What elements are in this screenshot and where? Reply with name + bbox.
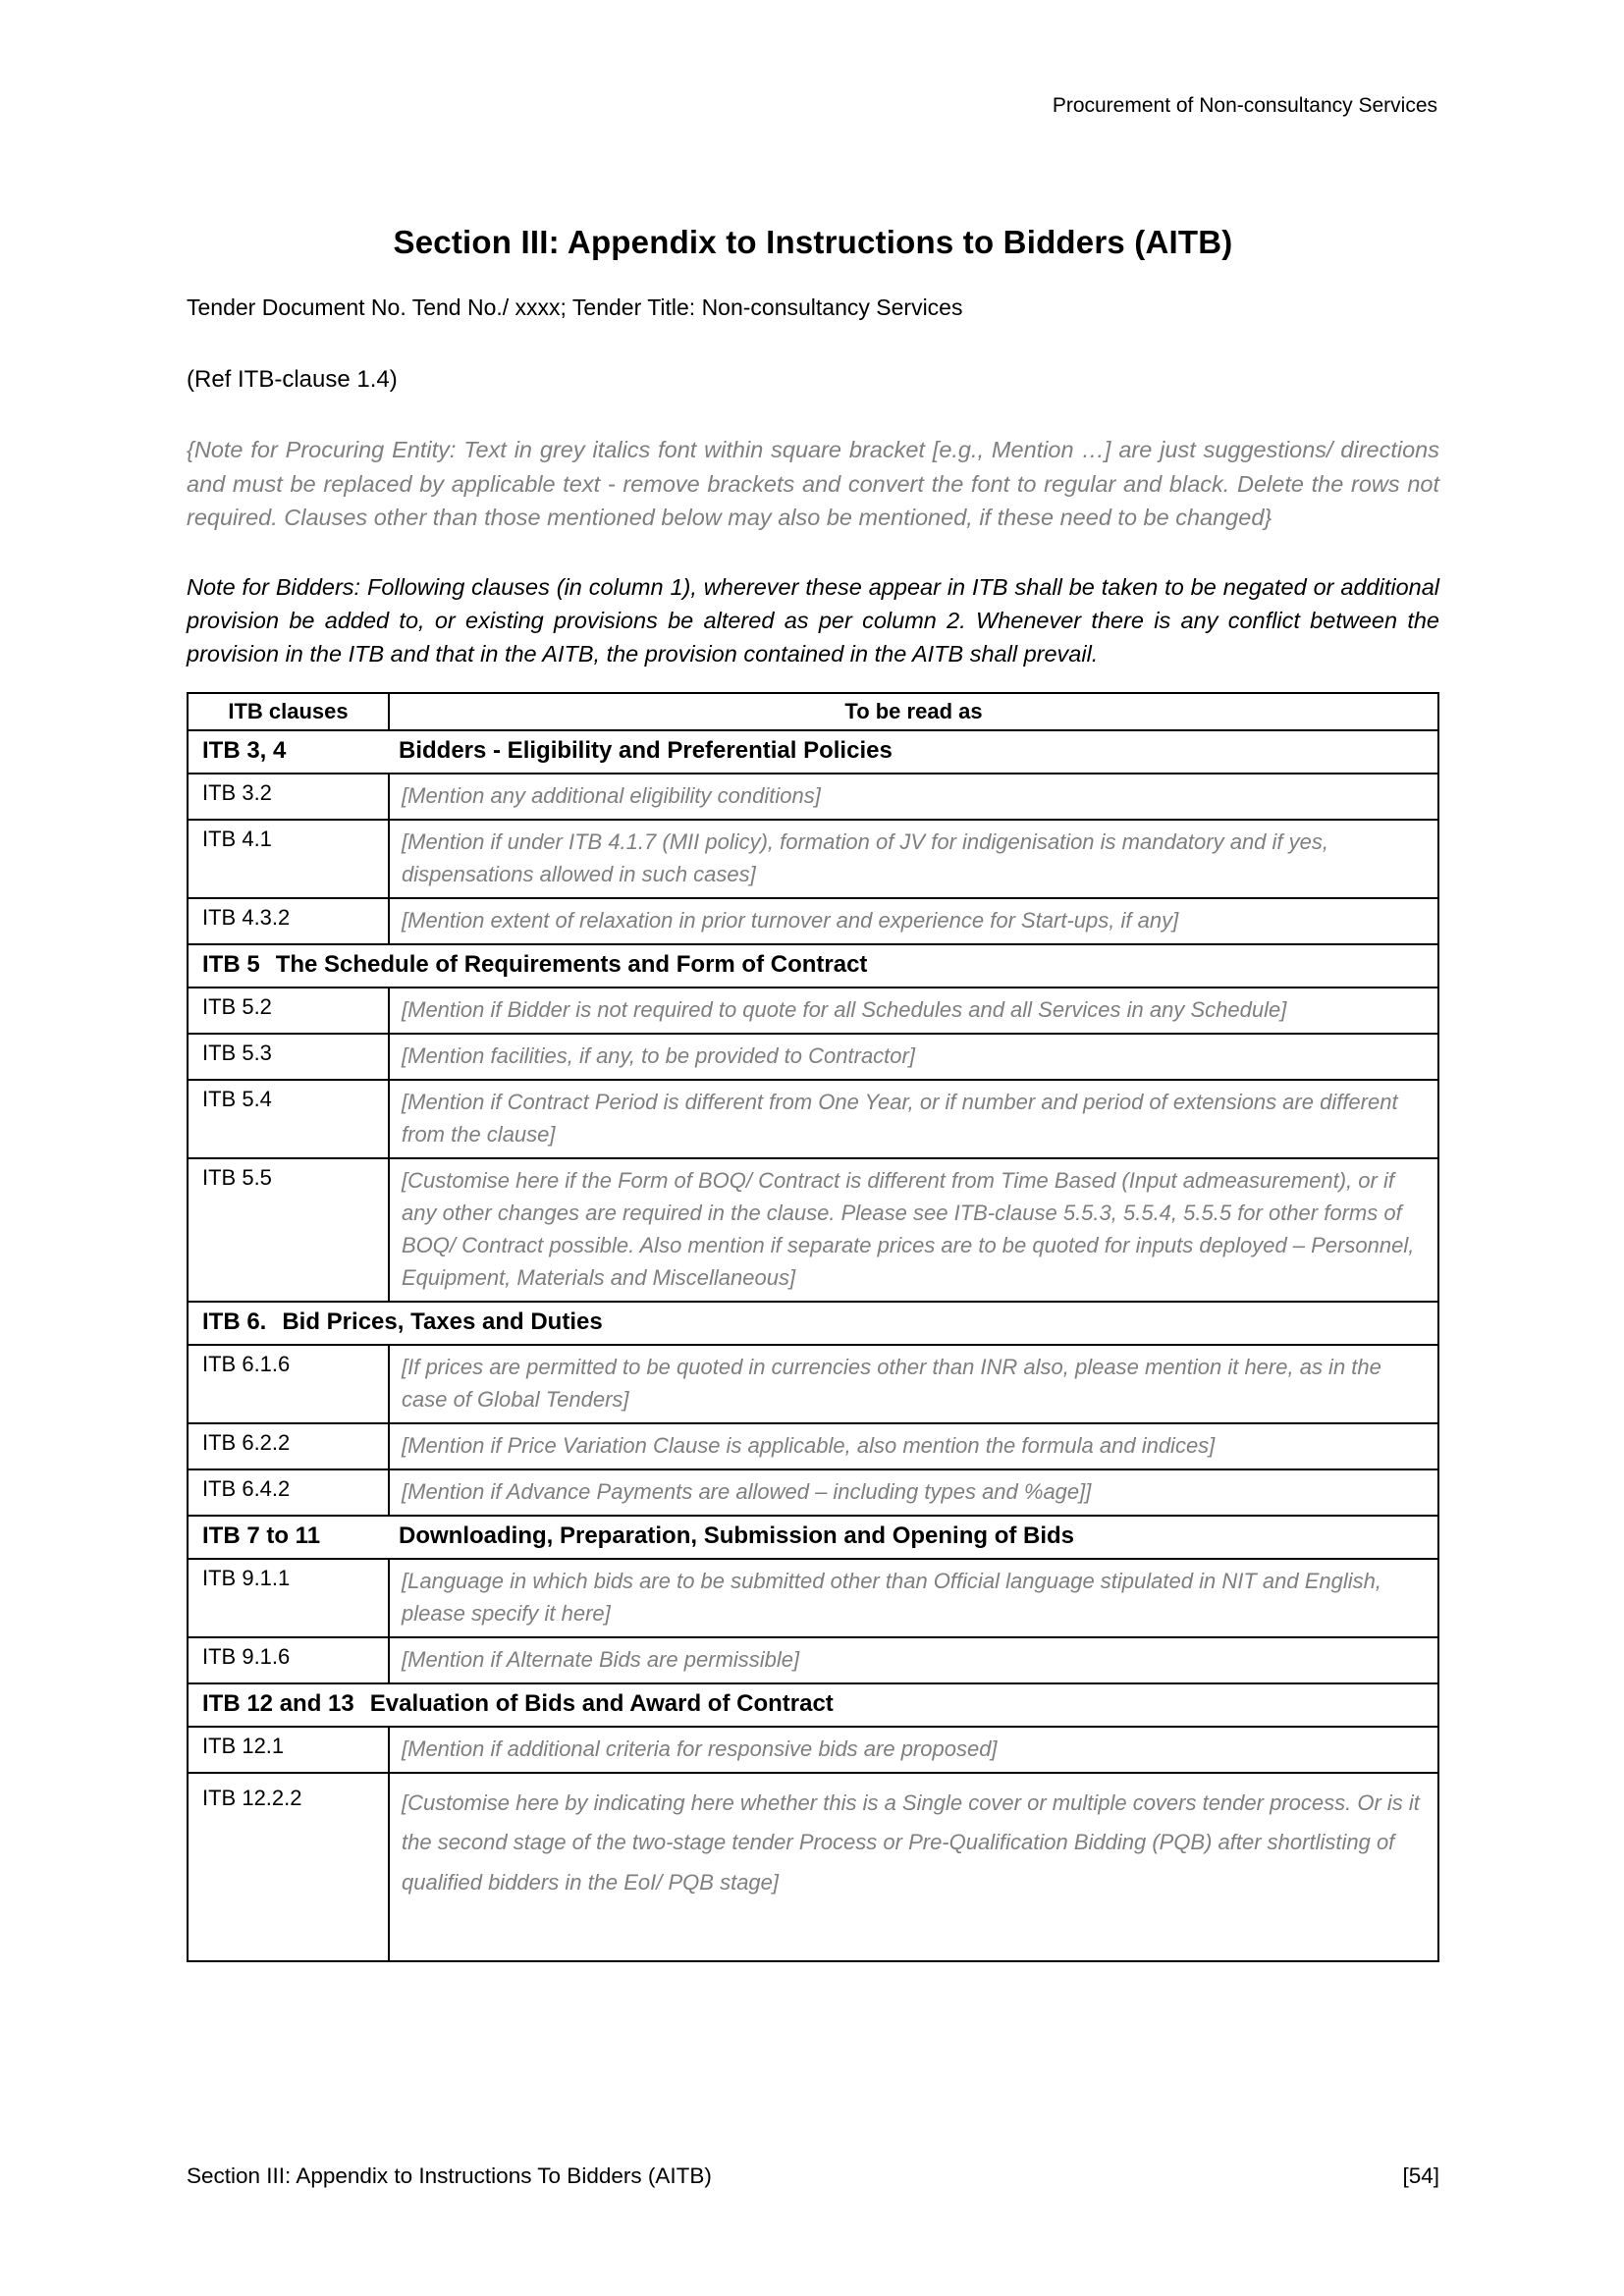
section-row xyxy=(188,730,1438,774)
table-row xyxy=(188,988,1438,1034)
section-cell xyxy=(188,1302,1438,1345)
section-title: Downloading, Preparation, Submission and Opening of Bids xyxy=(399,1522,1075,1549)
table-row xyxy=(188,898,1438,944)
section-row xyxy=(188,1683,1438,1727)
section-cell xyxy=(188,1516,1438,1559)
section-clause-label: ITB 3, 4 xyxy=(202,736,287,764)
placeholder-text-cell: [Mention if Advance Payments are allowed – including types and %age]] xyxy=(389,1469,1438,1516)
section-cell xyxy=(188,1683,1438,1727)
section-clause-label: ITB 6. xyxy=(202,1308,267,1335)
placeholder-text-cell: [Mention if Bidder is not required to quote for all Schedules and all Services in any Schedule] xyxy=(389,988,1438,1034)
clause-cell: ITB 4.1 xyxy=(188,820,389,898)
placeholder-text-cell: [Customise here if the Form of BOQ/ Contract is different from Time Based (Input admeasurement), or if any other changes are required in the clause. Please see ITB-clause 5.5.3, 5.5.4, 5.5.5 for other forms of BOQ/ Contract possible. Also mention if separate prices are to be quoted for inputs deployed – Personnel, Equipment, Materials and Miscellaneous] xyxy=(389,1158,1438,1302)
table-row xyxy=(188,1559,1438,1637)
table-row xyxy=(188,1034,1438,1080)
section-clause-label: ITB 12 and 13 xyxy=(202,1689,354,1717)
clause-cell: ITB 5.3 xyxy=(188,1034,389,1080)
section-clause-label: ITB 5 xyxy=(202,950,260,978)
table-row xyxy=(188,1080,1438,1158)
clause-cell: ITB 5.2 xyxy=(188,988,389,1034)
table-row xyxy=(188,774,1438,820)
section-row xyxy=(188,1516,1438,1559)
section-cell xyxy=(188,944,1438,988)
clause-cell: ITB 6.1.6 xyxy=(188,1345,389,1423)
aitb-clauses-table xyxy=(187,692,1439,1962)
placeholder-text-cell: [Mention if additional criteria for responsive bids are proposed] xyxy=(389,1727,1438,1773)
note-bidders: Note for Bidders: Following clauses (in column 1), wherever these appear in ITB shall be taken to be negated or additional provision be added to, or existing provisions be altered as per column 2. Whenever there is any conflict between the provision in the ITB and that in the AITB, the provision contained in the AITB shall prevail. xyxy=(187,573,1439,667)
section-row xyxy=(188,1302,1438,1345)
section-title: The Schedule of Requirements and Form of Contract xyxy=(275,950,868,978)
clause-cell: ITB 4.3.2 xyxy=(188,898,389,944)
tender-document-line: Tender Document No. Tend No./ xxxx; Tender Title: Non-consultancy Services xyxy=(187,294,963,320)
section-clause-label: ITB 7 to 11 xyxy=(202,1522,321,1549)
section-row xyxy=(188,944,1438,988)
table-row xyxy=(188,1637,1438,1683)
document-content xyxy=(187,0,1439,1962)
note-procuring-entity: {Note for Procuring Entity: Text in grey italics font within square bracket [e.g., Mention …] are just suggestions/ directions and must be replaced by applicable text - remove brackets and convert the font to regular and black. Delete the rows not required. Clauses other than those mentioned below may also be mentioned, if these need to be changed} xyxy=(187,437,1439,531)
clause-cell: ITB 12.1 xyxy=(188,1727,389,1773)
placeholder-text-cell: [Mention if Price Variation Clause is applicable, also mention the formula and indices] xyxy=(389,1423,1438,1469)
placeholder-text-cell: [Mention if under ITB 4.1.7 (MII policy), formation of JV for indigenisation is mandatory and if yes, dispensations allowed in such cases] xyxy=(389,820,1438,898)
clause-cell: ITB 9.1.1 xyxy=(188,1559,389,1637)
clause-cell: ITB 12.2.2 xyxy=(188,1773,389,1961)
table-row xyxy=(188,1345,1438,1423)
running-header-text: Procurement of Non-consultancy Services xyxy=(1052,94,1437,117)
table-header-row xyxy=(188,693,1438,730)
placeholder-text-cell: [Mention extent of relaxation in prior turnover and experience for Start-ups, if any] xyxy=(389,898,1438,944)
clause-cell: ITB 5.5 xyxy=(188,1158,389,1302)
placeholder-text-cell: [Language in which bids are to be submitted other than Official language stipulated in NIT and English, please specify it here] xyxy=(389,1559,1438,1637)
placeholder-text-cell: [Mention if Alternate Bids are permissible] xyxy=(389,1637,1438,1683)
clause-cell: ITB 3.2 xyxy=(188,774,389,820)
placeholder-text-cell: [Mention if Contract Period is different from One Year, or if number and period of extensions are different from the clause] xyxy=(389,1080,1438,1158)
table-row xyxy=(188,1727,1438,1773)
table-row xyxy=(188,820,1438,898)
table-row xyxy=(188,1469,1438,1516)
section-cell xyxy=(188,730,1438,774)
section-title: Bidders - Eligibility and Preferential Policies xyxy=(399,736,893,764)
section-title: Bid Prices, Taxes and Duties xyxy=(282,1308,603,1335)
clause-cell: ITB 6.2.2 xyxy=(188,1423,389,1469)
placeholder-text-cell: [Customise here by indicating here whether this is a Single cover or multiple covers tender process. Or is it the second stage of the two-stage tender Process or Pre-Qualification Bidding (PQB) after shortlisting of qualified bidders in the EoI/ PQB stage] xyxy=(389,1773,1438,1961)
table-row xyxy=(188,1423,1438,1469)
footer-section-label: Section III: Appendix to Instructions To Bidders (AITB) xyxy=(187,2163,712,2188)
clause-cell: ITB 9.1.6 xyxy=(188,1637,389,1683)
placeholder-text-cell: [Mention facilities, if any, to be provided to Contractor] xyxy=(389,1034,1438,1080)
table-head xyxy=(188,693,1438,730)
table-row xyxy=(188,1158,1438,1302)
section-title: Evaluation of Bids and Award of Contract xyxy=(369,1689,834,1717)
column-header-to-be-read-as: To be read as xyxy=(389,693,1438,730)
ref-itb-clause-line: (Ref ITB-clause 1.4) xyxy=(187,366,398,393)
table-row xyxy=(188,1773,1438,1961)
document-footer xyxy=(187,2163,1439,2189)
page-title: Section III: Appendix to Instructions to Bidders (AITB) xyxy=(393,224,1233,260)
clause-cell: ITB 5.4 xyxy=(188,1080,389,1158)
footer-page-number: [54] xyxy=(1402,2163,1439,2188)
column-header-itb-clauses: ITB clauses xyxy=(188,693,389,730)
clause-cell: ITB 6.4.2 xyxy=(188,1469,389,1516)
aitb-table-body xyxy=(188,730,1438,1961)
placeholder-text-cell: [If prices are permitted to be quoted in currencies other than INR also, please mention it here, as in the case of Global Tenders] xyxy=(389,1345,1438,1423)
placeholder-text-cell: [Mention any additional eligibility conditions] xyxy=(389,774,1438,820)
